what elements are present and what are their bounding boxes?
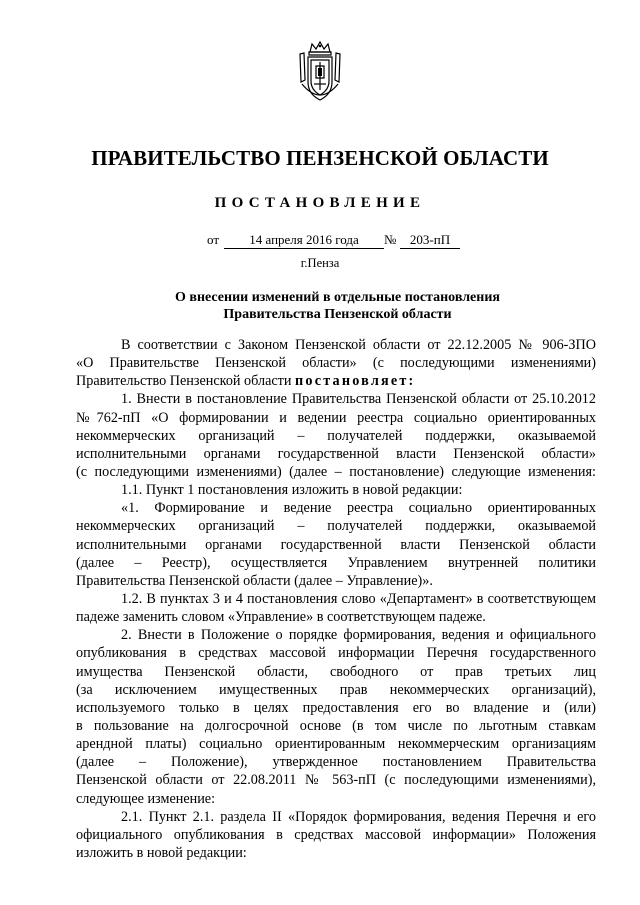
body-line: официального опубликования в средствах массовой информации» Положения — [76, 826, 596, 843]
body-line: (с последующими изменениями) (далее – постановление) следующие изменения: — [76, 463, 596, 480]
body-line: 2. Внести в Положение о порядке формирования, ведения и официального — [121, 627, 596, 644]
body-line: В соответствии с Законом Пензенской области от 22.12.2005 № 906-ЗПО — [121, 337, 596, 353]
document-subject — [80, 289, 595, 323]
coat-of-arms-emblem — [296, 40, 344, 104]
body-line: Правительства Пензенской области (далее – Управление)». — [76, 572, 433, 589]
body-line: (далее – Положение), утвержденное постановлением Правительства — [76, 754, 596, 771]
body-line: падеже заменить словом «Управление» в соответствующем падеже. — [76, 609, 486, 626]
body-line: некоммерческих организаций – получателей поддержки, оказываемой — [76, 427, 596, 444]
decree-verb: постановляет: — [295, 373, 416, 390]
document-type: ПОСТАНОВЛЕНИЕ — [214, 195, 426, 211]
body-line: №762-пП «О формировании и ведении реестра социально ориентированных — [76, 409, 596, 426]
body-line: в пользование на долгосрочной основе (в том числе по льготным ставкам — [76, 717, 596, 734]
body-line: арендной платы) социально ориентированным некоммерческим организациям — [76, 736, 596, 753]
body-line: изложить в новой редакции: — [76, 844, 247, 861]
body-line: исполнительными органами государственной власти Пензенской области» — [76, 445, 596, 462]
document-number: 203-пП — [400, 232, 460, 249]
body-line: 1.1. Пункт 1 постановления изложить в новой редакции: — [121, 482, 463, 499]
body-line: «1. Формирование и ведение реестра социально ориентированных — [121, 500, 596, 517]
body-line: имущества Пензенской области, свободного от прав третьих лиц — [76, 663, 596, 680]
body-line: (за исключением имущественных прав некоммерческих организаций), — [76, 681, 596, 698]
date-prefix: от — [207, 232, 220, 247]
body-line: 2.1. Пункт 2.1. раздела II «Порядок формирования, ведения Перечня и его — [121, 808, 596, 825]
document-date: 14 апреля 2016 года — [224, 232, 384, 249]
body-line: используемого только в целях предоставления его во владение и (или) — [76, 699, 596, 716]
body-line: некоммерческих организаций – получателей поддержки, оказываемой — [76, 518, 596, 535]
body-line: «О Правительстве Пензенской области» (с последующими изменениями) — [76, 355, 596, 372]
body-line: 1. Внести в постановление Правительства Пензенской области от 25.10.2012 — [121, 391, 596, 408]
subject-line: Правительства Пензенской области — [223, 307, 452, 322]
date-number-row — [0, 232, 640, 250]
number-prefix: № — [384, 232, 397, 247]
body-line: Пензенской области от 22.08.2011 № 563-пП (с последующими изменениями), — [76, 772, 596, 789]
body-line — [76, 372, 596, 390]
body-line: опубликования в средствах массовой информации Перечня государственного — [76, 645, 596, 662]
city: г.Пенза — [300, 256, 340, 270]
document-body — [76, 336, 596, 862]
government-title: ПРАВИТЕЛЬСТВО ПЕНЗЕНСКОЙ ОБЛАСТИ — [91, 146, 549, 170]
body-line-text: Правительство Пензенской области — [76, 373, 296, 390]
subject-line: О внесении изменений в отдельные постановления — [175, 290, 500, 305]
body-line: (далее – Реестр), осуществляется Управлением внутренней политики — [76, 554, 596, 571]
body-line: исполнительными органами государственной власти Пензенской области — [76, 536, 596, 553]
body-line: следующее изменение: — [76, 790, 216, 807]
body-line: 1.2. В пунктах 3 и 4 постановления слово «Департамент» в соответствующем — [121, 590, 596, 607]
